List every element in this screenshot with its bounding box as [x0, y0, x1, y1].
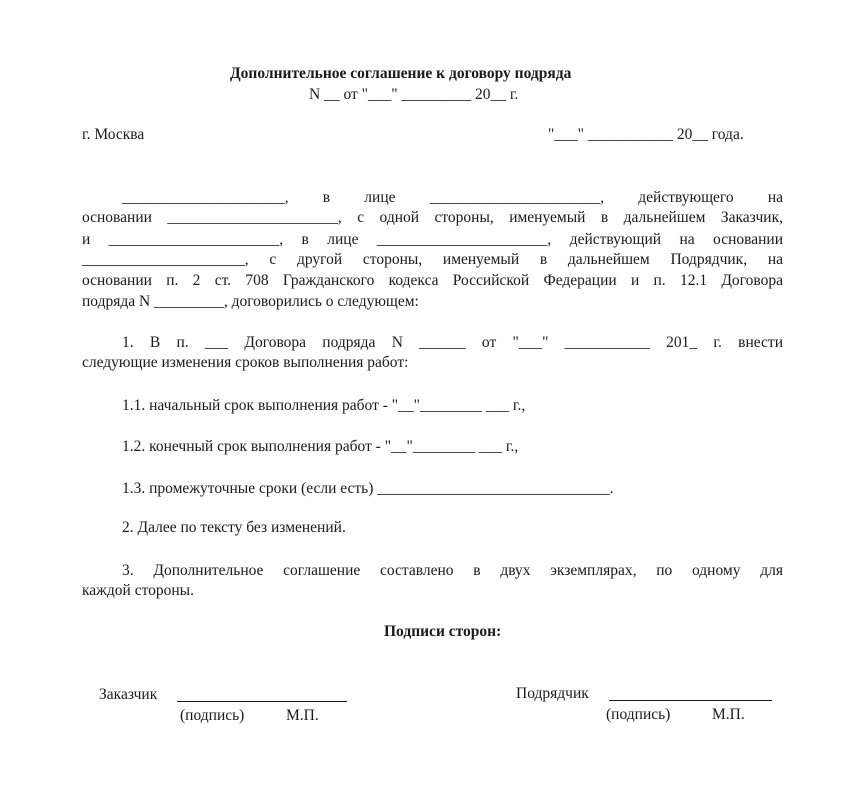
preamble-line-2: основании ______________________, с одной стороны, именуемый в дальнейшем Заказчик, — [82, 209, 783, 226]
document-date: "___" ___________ 20__ года. — [548, 126, 744, 143]
signatures-heading: Подписи сторон: — [384, 623, 502, 640]
item-1-line-1: 1. В п. ___ Договора подряда N ______ от "___" ___________ 201_ г. внести — [122, 334, 783, 351]
item-1-1: 1.1. начальный срок выполнения работ - "__"________ ___ г., — [122, 397, 526, 414]
preamble-line-3: и ______________________, в лице ______________________, действующий на основании — [82, 231, 783, 248]
contractor-signature-hint: (подпись) — [606, 706, 671, 723]
item-3-line-1: 3. Дополнительное соглашение составлено в двух экземплярах, по одному для — [122, 562, 783, 579]
item-1-2: 1.2. конечный срок выполнения работ - "__"________ ___ г., — [122, 438, 519, 455]
customer-seal: М.П. — [286, 707, 319, 724]
document-number-line: N __ от "___" _________ 20__ г. — [309, 86, 519, 103]
item-3-line-2: каждой стороны. — [82, 582, 194, 599]
preamble-line-1: _____________________, в лице ______________________, действующего на — [122, 189, 783, 206]
document-title: Дополнительное соглашение к договору подряда — [230, 65, 572, 82]
preamble-line-4: _____________________, с другой стороны, именуемый в дальнейшем Подрядчик, на — [82, 251, 783, 268]
preamble-line-6: подряда N _________, договорились о следующем: — [82, 293, 419, 310]
item-2: 2. Далее по тексту без изменений. — [122, 519, 346, 536]
item-1-line-2: следующие изменения сроков выполнения работ: — [82, 354, 409, 371]
item-1-3: 1.3. промежуточные сроки (если есть) ______________________________. — [122, 480, 614, 497]
preamble-line-5: основании п. 2 ст. 708 Гражданского кодекса Российской Федерации и п. 12.1 Договора — [82, 272, 783, 289]
contractor-seal: М.П. — [712, 706, 745, 723]
city: г. Москва — [82, 126, 145, 143]
contractor-signature-line — [609, 700, 772, 701]
contractor-label: Подрядчик — [516, 685, 589, 702]
customer-signature-hint: (подпись) — [180, 707, 245, 724]
customer-label: Заказчик — [99, 686, 158, 703]
customer-signature-line — [177, 701, 347, 702]
